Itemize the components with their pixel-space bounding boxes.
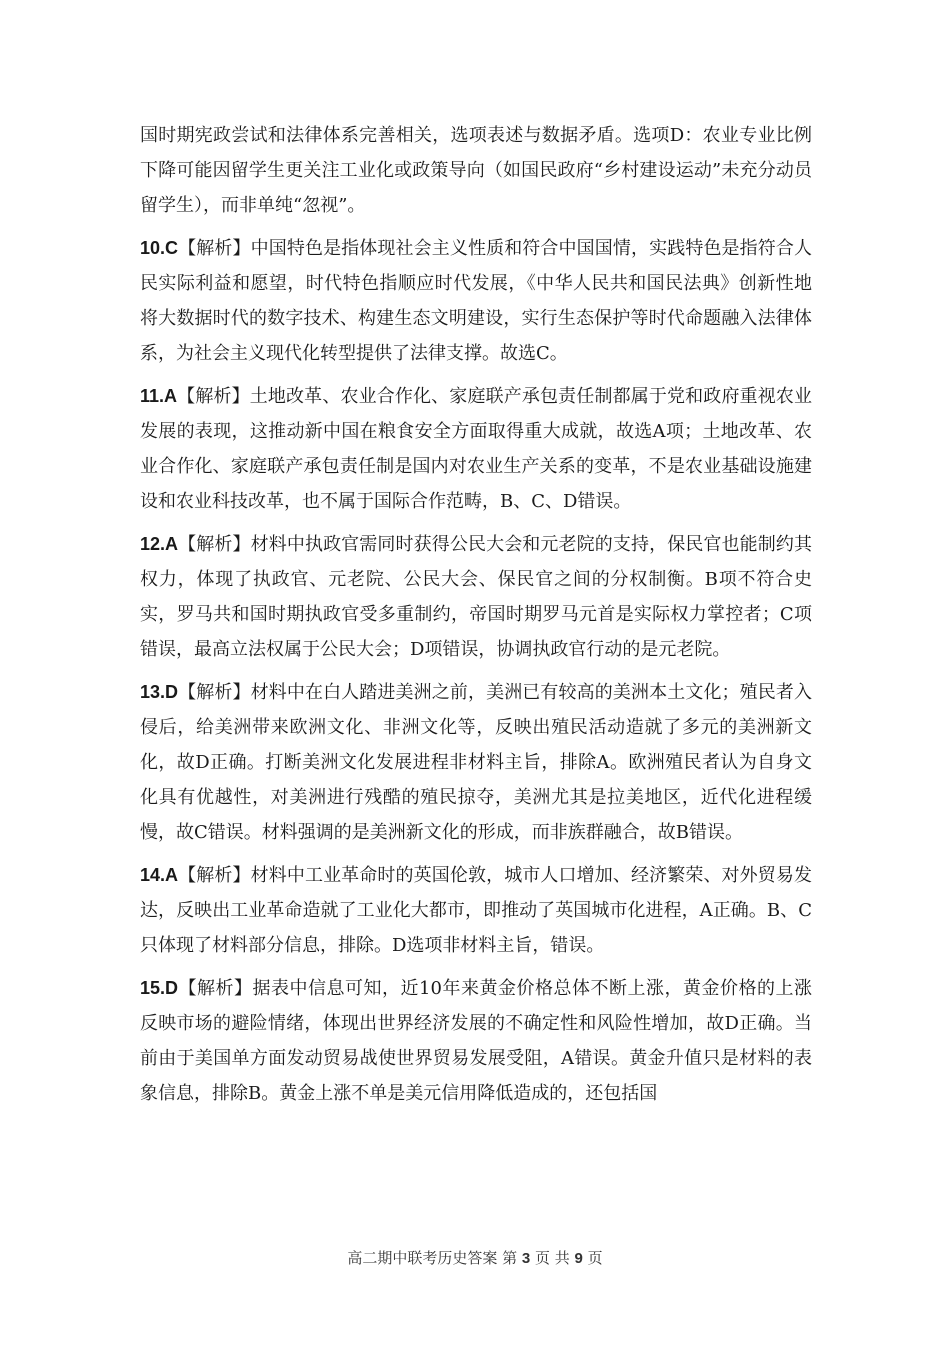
footer-prefix: 高二期中联考历史答案 第 (347, 1249, 522, 1267)
answer-explanation: 材料中在白人踏进美洲之前，美洲已有较高的美洲本土文化；殖民者入侵后，给美洲带来欧洲文化、非洲文化等，反映出殖民活动造就了多元的美洲新文化，故D正确。打断美洲文化发展进程非材料主旨，排除A。欧洲殖民者认为自身文化具有优越性，对美洲进行残酷的殖民掠夺，美洲尤其是拉美地区，近代化进程缓慢，故C错误。材料强调的是美洲新文化的形成，而非族群融合，故B错误。 (140, 682, 813, 843)
answer-number: 11.A (140, 386, 178, 406)
footer-total-pages: 9 (574, 1250, 583, 1267)
answer-item-12 (140, 527, 812, 667)
analysis-tag: 【解析】 (178, 682, 251, 703)
answer-explanation: 材料中工业革命时的英国伦敦，城市人口增加、经济繁荣、对外贸易发达，反映出工业革命造就了工业化大都市，即推动了英国城市化进程，A正确。B、C只体现了材料部分信息，排除。D选项非材料主旨，错误。 (140, 865, 813, 956)
analysis-tag: 【解析】 (178, 238, 251, 259)
answer-explanation: 中国特色是指体现社会主义性质和符合中国国情，实践特色是指符合人民实际利益和愿望，时代特色指顺应时代发展，《中华人民共和国民法典》创新性地将大数据时代的数字技术、构建生态文明建设，实行生态保护等时代命题融入法律体系，为社会主义现代化转型提供了法律支撑。故选C。 (140, 238, 813, 364)
analysis-tag: 【解析】 (178, 978, 253, 999)
answer-number: 10.C (140, 238, 179, 258)
answer-item-10 (140, 231, 812, 371)
answer-number: 12.A (140, 534, 179, 554)
footer-page-number: 3 (521, 1250, 531, 1267)
analysis-tag: 【解析】 (177, 386, 250, 407)
answer-explanation: 据表中信息可知，近10年来黄金价格总体不断上涨，黄金价格的上涨反映市场的避险情绪，体现出世界经济发展的不确定性和风险性增加，故D正确。当前由于美国单方面发动贸易战使世界贸易发展受阻，A错误。黄金升值只是材料的表象信息，排除B。黄金上涨不单是美元信用降低造成的，还包括国 (140, 978, 813, 1104)
answer-item-15 (140, 971, 812, 1111)
answer-item-14 (140, 858, 812, 963)
answer-number: 15.D (140, 978, 179, 998)
analysis-tag: 【解析】 (178, 865, 251, 886)
answer-item-11 (140, 379, 812, 519)
footer-middle: 页 共 (530, 1249, 575, 1267)
footer-suffix: 页 (582, 1249, 603, 1267)
answer-page-body (140, 118, 812, 1119)
continued-paragraph: 国时期宪政尝试和法律体系完善相关，选项表述与数据矛盾。选项D：农业专业比例下降可能因留学生更关注工业化或政策导向（如国民政府“乡村建设运动”未充分动员留学生），而非单纯“忽视”。 (140, 125, 812, 216)
analysis-tag: 【解析】 (178, 534, 251, 555)
page-footer (0, 1247, 950, 1268)
answer-item-13 (140, 675, 812, 850)
answer-explanation: 材料中执政官需同时获得公民大会和元老院的支持，保民官也能制约其权力，体现了执政官、元老院、公民大会、保民官之间的分权制衡。B项不符合史实，罗马共和国时期执政官受多重制约，帝国时期罗马元首是实际权力掌控者；C项错误，最高立法权属于公民大会；D项错误，协调执政官行动的是元老院。 (140, 534, 813, 660)
answer-explanation: 土地改革、农业合作化、家庭联产承包责任制都属于党和政府重视农业发展的表现，这推动新中国在粮食安全方面取得重大成就，故选A项；土地改革、农业合作化、家庭联产承包责任制是国内对农业生产关系的变革，不是农业基础设施建设和农业科技改革，也不属于国际合作范畴，B、C、D错误。 (140, 386, 813, 512)
answer-number: 14.A (140, 865, 179, 885)
answer-number: 13.D (140, 682, 179, 702)
